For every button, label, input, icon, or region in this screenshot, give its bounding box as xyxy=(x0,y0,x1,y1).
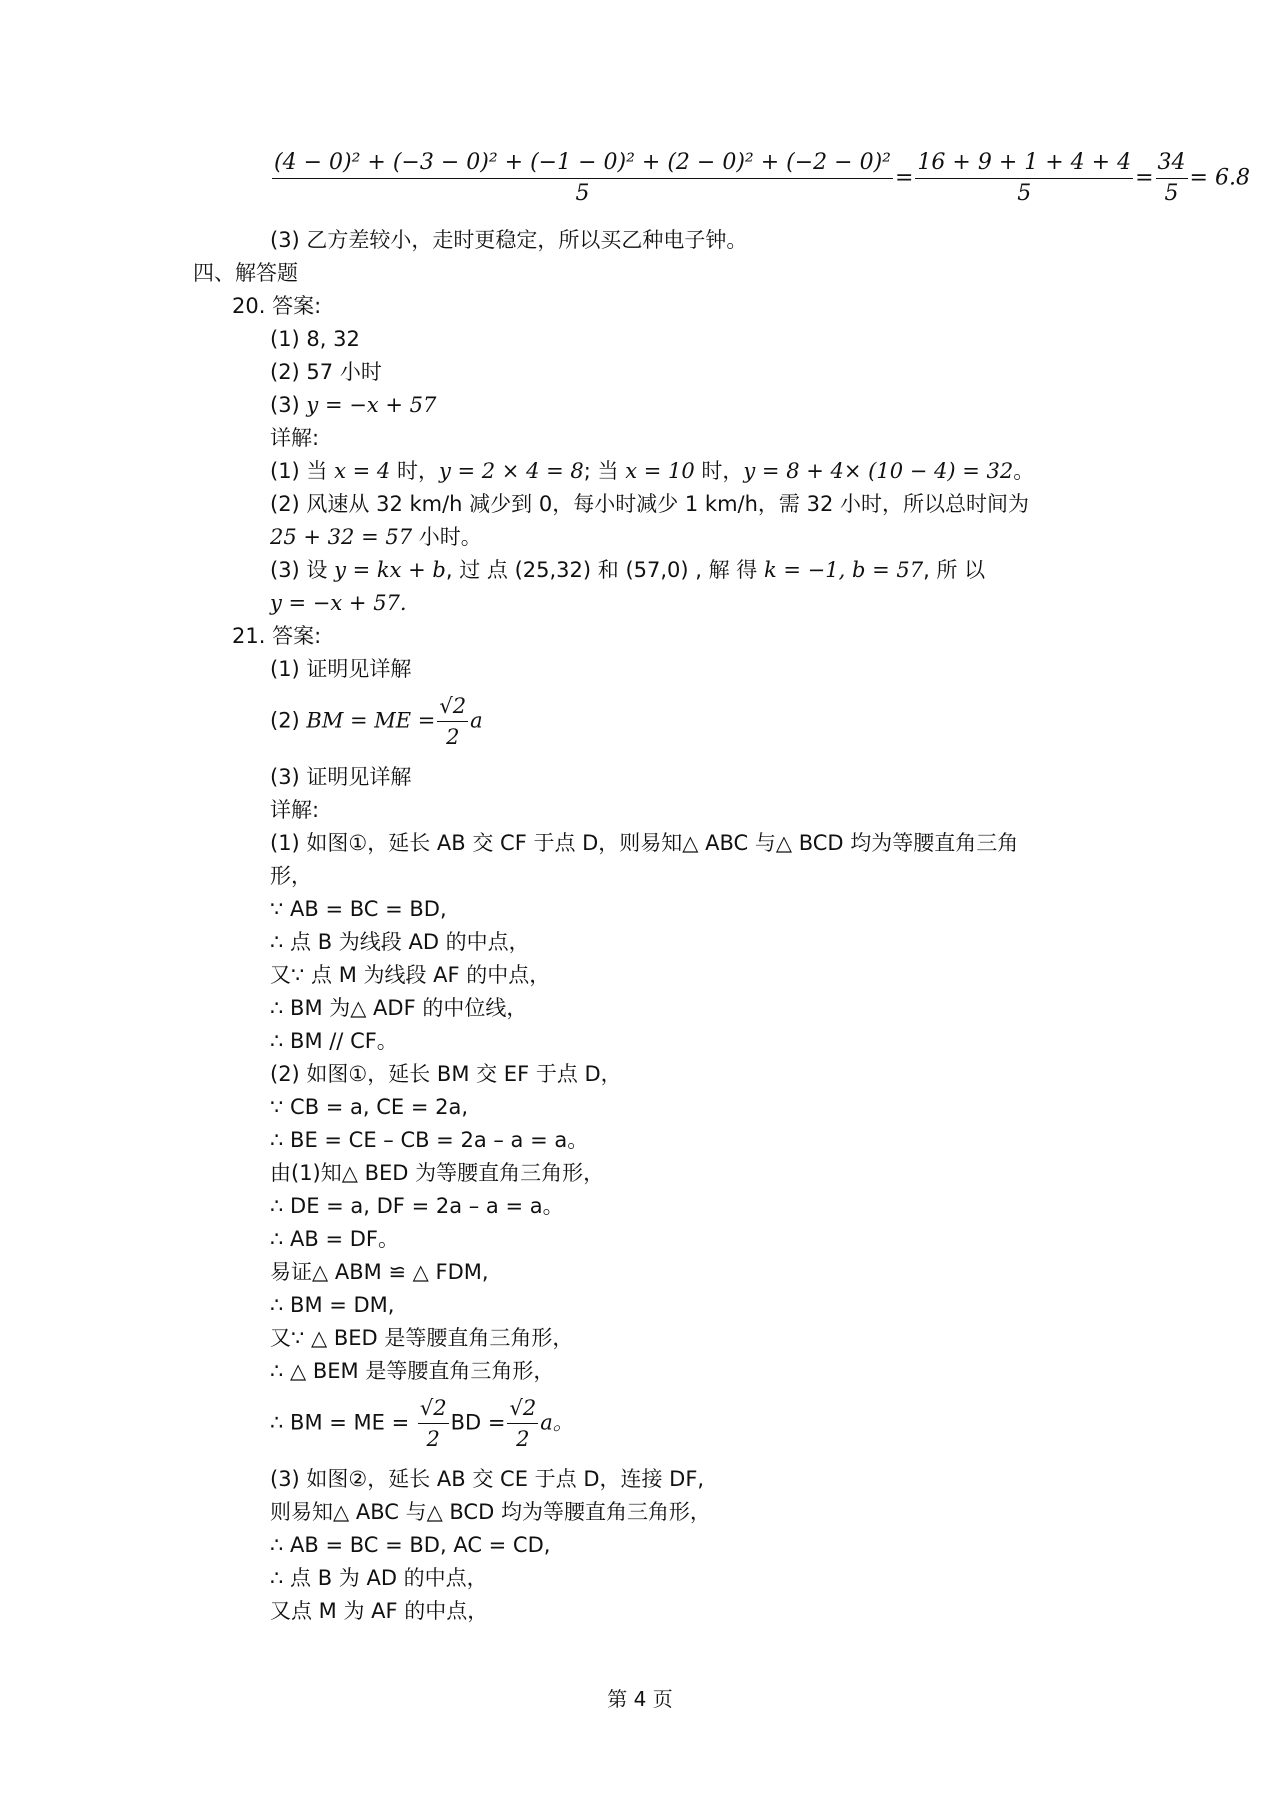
fraction-2-denominator: 5 xyxy=(1017,181,1032,206)
q19-part3: (3) 乙方差较小，走时更稳定，所以买乙种电子钟。 xyxy=(270,228,748,252)
q20-header: 20. 答案: xyxy=(232,294,322,318)
q21-line-12: ∴ AB = DF。 xyxy=(270,1227,400,1251)
q20-detail-1-math-1: x = 4 xyxy=(334,459,391,483)
sqrt2-numerator: √2 xyxy=(437,693,468,722)
q21-line2-3: ∴ 点 B 为 AD 的中点， xyxy=(270,1566,488,1590)
q20-detail-3-text-a: (3) 设 xyxy=(270,558,335,582)
q21-line-11: ∴ DE = a, DF = 2a – a = a。 xyxy=(270,1194,564,1218)
q20-answer-3-prefix: (3) xyxy=(270,393,307,417)
q21-line-14: ∴ BM = DM, xyxy=(270,1293,395,1317)
equals-2: = xyxy=(1135,165,1154,191)
q21-header: 21. 答案: xyxy=(232,624,322,648)
q21-answer-1: (1) 证明见详解 xyxy=(270,657,412,681)
sqrt2-radicand: 2 xyxy=(452,694,467,718)
q20-detail-1-text-a: (1) 当 xyxy=(270,459,335,483)
sqrt2-denominator: 2 xyxy=(446,725,460,749)
q21-answer-2-variable: a xyxy=(470,708,483,733)
bm-fraction-1-denominator: 2 xyxy=(426,1427,440,1451)
bm-fraction-1-numerator: √2 xyxy=(418,1395,449,1424)
sqrt2-over-2-fraction xyxy=(437,693,468,750)
q21-line-7: (2) 如图①，延长 BM 交 EF 于点 D， xyxy=(270,1062,622,1086)
q20-detail-1-text-b: 时， xyxy=(390,459,439,483)
variance-formula xyxy=(270,150,1250,220)
bm-fraction-1-radicand: 2 xyxy=(433,1396,447,1420)
q20-detail-1-math-3: x = 10 xyxy=(625,459,695,483)
q20-detail-3-math-1: y = kx + b xyxy=(334,558,446,582)
bm-line-prefix: ∴ BM = ME = xyxy=(270,1410,416,1435)
q21-line-5: ∴ BM 为△ ADF 的中位线， xyxy=(270,996,528,1020)
q20-detail-2-line-1: (2) 风速从 32 km/h 减少到 0，每小时减少 1 km/h，需 32 小时，所以总时间为 xyxy=(270,492,1029,516)
q21-line2-2: ∴ AB = BC = BD, AC = CD, xyxy=(270,1533,551,1557)
formula-result: = 6.8 xyxy=(1189,165,1250,191)
q20-answer-3-math: y = −x + 57 xyxy=(306,393,437,417)
q20-detail-3-line-1 xyxy=(270,556,985,586)
q21-line-8: ∵ CB = a, CE = 2a, xyxy=(270,1095,469,1119)
q20-detail-1-math-2: y = 2 × 4 = 8 xyxy=(438,459,584,483)
q20-detail-3-line-2 xyxy=(270,589,407,619)
q21-line2-0: (3) 如图②，延长 AB 交 CE 于点 D，连接 DF, xyxy=(270,1467,705,1491)
q20-detail-2-math: 25 + 32 = 57 xyxy=(270,525,413,549)
q20-detail-1 xyxy=(270,457,1034,487)
fraction-1-numerator: (4 − 0)² + (−3 − 0)² + (−1 − 0)² + (2 − 0)² + (−2 − 0)² xyxy=(272,150,893,179)
q20-detail-3-text-b: , 过 点 (25,32) 和 (57,0) , 解 得 xyxy=(445,558,764,582)
q20-detail-1-text-e: 。 xyxy=(1013,459,1035,483)
q20-detail-label: 详解: xyxy=(270,426,320,450)
q21-line-2: ∵ AB = BC = BD, xyxy=(270,897,447,921)
q21-line-1: 形， xyxy=(270,864,312,888)
fraction-1 xyxy=(272,150,893,207)
equals-1: = xyxy=(894,165,914,191)
bm-fraction-2-denominator: 2 xyxy=(516,1427,530,1451)
q21-line2-1: 则易知△ ABC 与△ BCD 均为等腰直角三角形， xyxy=(270,1500,711,1524)
q20-detail-2-tail: 小时。 xyxy=(412,525,482,549)
fraction-3 xyxy=(1156,150,1188,207)
page-footer: 第 4 页 xyxy=(607,1687,673,1711)
bm-fraction-2-radicand: 2 xyxy=(522,1396,537,1420)
q21-answer-2-prefix: (2) xyxy=(270,708,307,733)
q21-answer-2 xyxy=(270,693,483,753)
q21-bm-equals-line xyxy=(270,1395,574,1455)
bm-line-variable: a。 xyxy=(540,1410,574,1435)
q21-line-0: (1) 如图①，延长 AB 交 CF 于点 D，则易知△ ABC 与△ BCD 均为等腰直角三角 xyxy=(270,831,1019,855)
q20-detail-3-text-c: , 所 以 xyxy=(923,558,986,582)
q21-line-16: ∴ △ BEM 是等腰直角三角形， xyxy=(270,1359,555,1383)
bm-fraction-2-numerator: √2 xyxy=(507,1395,538,1424)
q21-answer-2-math: BM = ME = xyxy=(306,708,436,733)
q20-detail-1-math-4: y = 8 + 4× (10 − 4) = 32 xyxy=(743,459,1014,483)
q20-detail-3-math-2: k = −1, b = 57 xyxy=(763,558,924,582)
section-title: 四、解答题 xyxy=(193,261,298,285)
fraction-1-denominator: 5 xyxy=(575,181,590,206)
fraction-2-numerator: 16 + 9 + 1 + 4 + 4 xyxy=(915,150,1133,179)
fraction-3-numerator: 34 xyxy=(1156,150,1188,179)
q21-answer-3: (3) 证明见详解 xyxy=(270,765,412,789)
fraction-3-denominator: 5 xyxy=(1164,181,1179,206)
q21-line-6: ∴ BM // CF。 xyxy=(270,1029,398,1053)
q21-line-3: ∴ 点 B 为线段 AD 的中点， xyxy=(270,930,530,954)
bm-fraction-2 xyxy=(507,1395,538,1452)
q21-detail-label: 详解: xyxy=(270,798,320,822)
q21-line-4: 又∵ 点 M 为线段 AF 的中点， xyxy=(270,963,551,987)
q20-answer-3 xyxy=(270,391,436,421)
q20-detail-2-line-2 xyxy=(270,523,482,553)
q20-detail-1-text-d: 时， xyxy=(694,459,744,483)
q20-answer-1: (1) 8, 32 xyxy=(270,327,360,351)
q21-line-15: 又∵ △ BED 是等腰直角三角形， xyxy=(270,1326,574,1350)
q20-answer-2: (2) 57 小时 xyxy=(270,360,382,384)
q21-line-10: 由(1)知△ BED 为等腰直角三角形， xyxy=(270,1161,605,1185)
q21-line-9: ∴ BE = CE – CB = 2a – a = a。 xyxy=(270,1128,589,1152)
q21-line-13: 易证△ ABM ≌ △ FDM, xyxy=(270,1260,489,1284)
fraction-2 xyxy=(915,150,1133,207)
q20-detail-3-math-3: y = −x + 57. xyxy=(270,591,407,615)
q21-line2-4: 又点 M 为 AF 的中点， xyxy=(270,1599,489,1623)
bm-fraction-1 xyxy=(418,1395,449,1452)
bm-line-middle: BD = xyxy=(450,1410,506,1435)
q20-detail-1-text-c: ; 当 xyxy=(583,459,626,483)
